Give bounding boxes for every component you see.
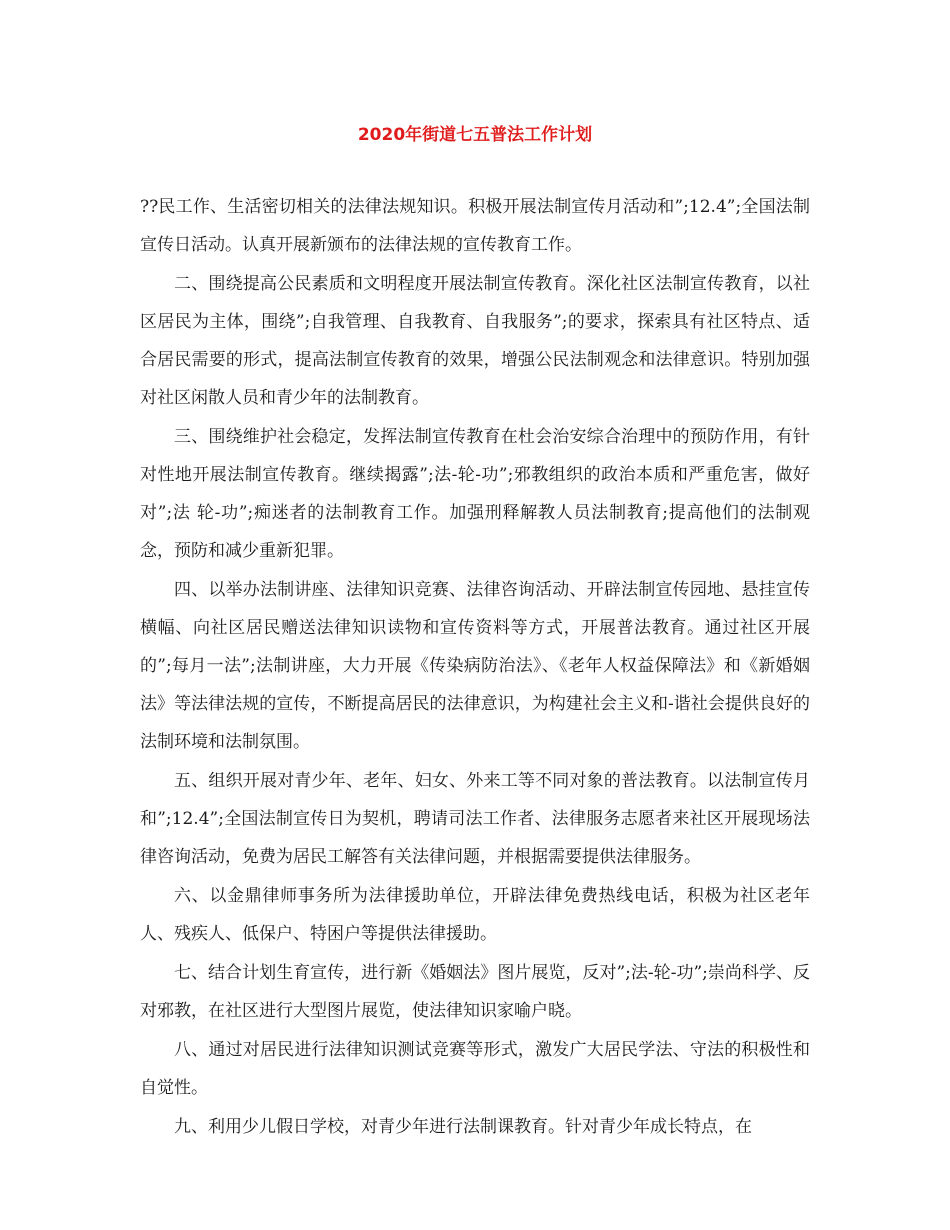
paragraph-item-5: 五、组织开展对青少年、老年、妇女、外来工等不同对象的普法教育。以法制宣传月和”;12.4”;全国法制宣传日为契机，聘请司法工作者、法律服务志愿者来社区开展现场法律咨询活动，免费为居民工解答有关法律问题，并根据需要提供法律服务。 (140, 771, 810, 867)
paragraph-item-3: 三、围绕维护社会稳定，发挥法制宣传教育在杜会治安综合治理中的预防作用，有针对性地开展法制宣传教育。继续揭露”;法-轮-功”;邪教组织的政治本质和严重危害，做好对”;法 轮-功”;痴迷者的法制教育工作。加强刑释解教人员法制教育;提高他们的法制观念，预防和减少重新犯罪。 (140, 427, 810, 561)
document-body (140, 188, 810, 1147)
paragraph-continuation: ??民工作、生活密切相关的法律法规知识。积极开展法制宣传月活动和”;12.4”;全国法制宣传日活动。认真开展新颁布的法律法规的宣传教育工作。 (140, 197, 810, 255)
document-title: 2020年街道七五普法工作计划 (357, 125, 593, 145)
paragraph-item-8: 八、通过对居民进行法律知识测试竞赛等形式，激发广大居民学法、守法的积极性和自觉性。 (140, 1040, 810, 1098)
paragraph-item-6: 六、以金鼎律师事务所为法律援助单位，开辟法律免费热线电话，积极为社区老年人、残疾人、低保户、特困户等提供法律援助。 (140, 886, 810, 944)
paragraph-item-9: 九、利用少儿假日学校，对青少年进行法制课教育。针对青少年成长特点，在 (174, 1117, 752, 1137)
paragraph-item-4: 四、以举办法制讲座、法律知识竞赛、法律咨询活动、开辟法制宣传园地、悬挂宣传横幅、向社区居民赠送法律知识读物和宣传资料等方式，开展普法教育。通过社区开展的”;每月一法”;法制讲座，大力开展《传染病防治法》、《老年人权益保障法》和《新婚姻法》等法律法规的宣传，不断提高居民的法律意识，为构建社会主义和-谐社会提供良好的法制环境和法制氛围。 (140, 580, 810, 752)
paragraph-item-2: 二、围绕提高公民素质和文明程度开展法制宣传教育。深化社区法制宣传教育，以社区居民为主体，围绕”;自我管理、自我教育、自我服务”;的要求，探索具有社区特点、适合居民需要的形式，提高法制宣传教育的效果，增强公民法制观念和法律意识。特别加强对社区闲散人员和青少年的法制教育。 (140, 274, 810, 408)
paragraph-item-7: 七、结合计划生育宣传，进行新《婚姻法》图片展览，反对”;法-轮-功”;崇尚科学、反对邪教，在社区进行大型图片展览，使法律知识家喻户晓。 (140, 963, 810, 1021)
